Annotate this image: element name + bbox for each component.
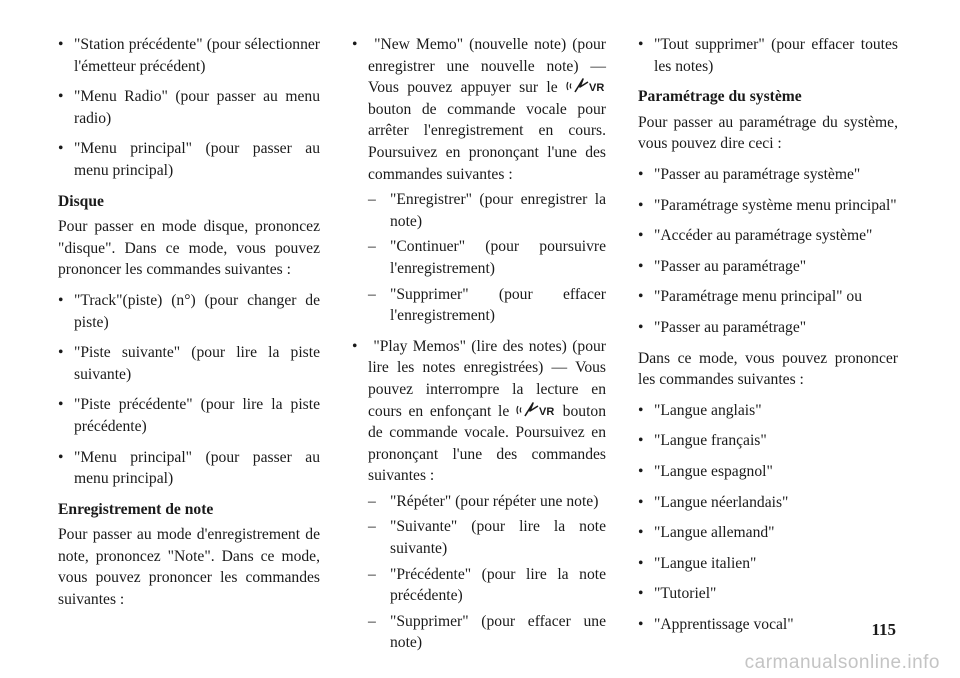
- new-memo-text-b: bouton de commande vocale pour arrêter l'enregistrement en cours. Poursuivez en prononçant l'une des commandes suivantes :: [368, 100, 606, 183]
- sub-list-item: – "Enregistrer" (pour enregistrer la note): [352, 189, 606, 232]
- left-column: [58, 34, 320, 611]
- watermark: carmanualsonline.info: [744, 652, 940, 673]
- list-item: • "Station précédente" (pour sélectionner l'émetteur précédent): [58, 34, 320, 77]
- list-item: • "Langue espagnol": [638, 461, 898, 483]
- list-item: • "Piste suivante" (pour lire la piste suivante): [58, 342, 320, 385]
- list-item: • "Tutoriel": [638, 583, 898, 605]
- list-item: • "Menu principal" (pour passer au menu principal): [58, 447, 320, 490]
- list-item: • "Menu Radio" (pour passer au menu radio): [58, 86, 320, 129]
- list-item: • "Langue français": [638, 430, 898, 452]
- play-memos-text-a: "Play Memos" (lire des notes) (pour lire les notes enregistrées) — Vous pouvez interrompre la lecture en cours en enfonçant le: [368, 337, 606, 420]
- list-item: • "Langue néerlandais": [638, 492, 898, 514]
- systeme-intro-2: Dans ce mode, vous pouvez prononcer les commandes suivantes :: [638, 349, 898, 389]
- list-item: • "Langue anglais": [638, 400, 898, 422]
- list-item: • "Piste précédente" (pour lire la piste précédente): [58, 394, 320, 437]
- sub-list-item: – "Supprimer" (pour effacer une note): [352, 611, 606, 654]
- play-memos-text-b: bouton de commande vocale. Poursuivez en prononçant l'une des commandes suivantes :: [368, 402, 606, 485]
- list-item: • "Passer au paramétrage": [638, 256, 898, 278]
- voice-command-icon: [566, 77, 606, 99]
- list-item: • "Apprentissage vocal": [638, 614, 898, 636]
- section-heading-systeme: Paramétrage du système: [638, 88, 802, 106]
- vr-label: VR: [589, 82, 605, 95]
- list-item-new-memo: [352, 34, 606, 185]
- right-column: [638, 34, 898, 635]
- sub-list-item: – "Supprimer" (pour effacer l'enregistrement): [352, 284, 606, 327]
- list-item: • "Tout supprimer" (pour effacer toutes les notes): [638, 34, 898, 77]
- list-item: • "Passer au paramétrage système": [638, 164, 898, 186]
- systeme-intro: Pour passer au paramétrage du système, vous pouvez dire ceci :: [638, 113, 898, 153]
- list-item: • "Langue italien": [638, 553, 898, 575]
- list-item: • "Paramétrage système menu principal": [638, 195, 898, 217]
- section-heading-note: Enregistrement de note: [58, 500, 214, 518]
- sub-list-item: – "Suivante" (pour lire la note suivante): [352, 516, 606, 559]
- page-number: 115: [871, 620, 896, 639]
- note-intro: Pour passer au mode d'enregistrement de note, prononcez "Note". Dans ce mode, vous pouvez prononcer les commandes suivantes :: [58, 526, 320, 609]
- vr-label: VR: [538, 405, 555, 418]
- voice-command-icon: [516, 401, 556, 423]
- list-item: • "Accéder au paramétrage système": [638, 225, 898, 247]
- disque-intro: Pour passer en mode disque, prononcez "disque". Dans ce mode, vous pouvez prononcer les commandes suivantes :: [58, 218, 320, 279]
- sub-list-item: – "Répéter" (pour répéter une note): [352, 491, 606, 513]
- list-item: • "Menu principal" (pour passer au menu principal): [58, 138, 320, 181]
- section-heading-disque: Disque: [58, 192, 104, 210]
- sub-list-item: – "Précédente" (pour lire la note précédente): [352, 564, 606, 607]
- new-memo-text-a: "New Memo" (nouvelle note) (pour enregistrer une nouvelle note) — Vous pouvez appuyer sur le: [368, 36, 607, 97]
- list-item-play-memos: [352, 336, 606, 487]
- sub-list-item: – "Continuer" (pour poursuivre l'enregistrement): [352, 236, 606, 279]
- list-item: • "Paramétrage menu principal" ou: [638, 286, 898, 308]
- list-item: • "Passer au paramétrage": [638, 317, 898, 339]
- list-item: • "Langue allemand": [638, 522, 898, 544]
- list-item: • "Track"(piste) (n°) (pour changer de piste): [58, 290, 320, 333]
- middle-column: [352, 34, 606, 654]
